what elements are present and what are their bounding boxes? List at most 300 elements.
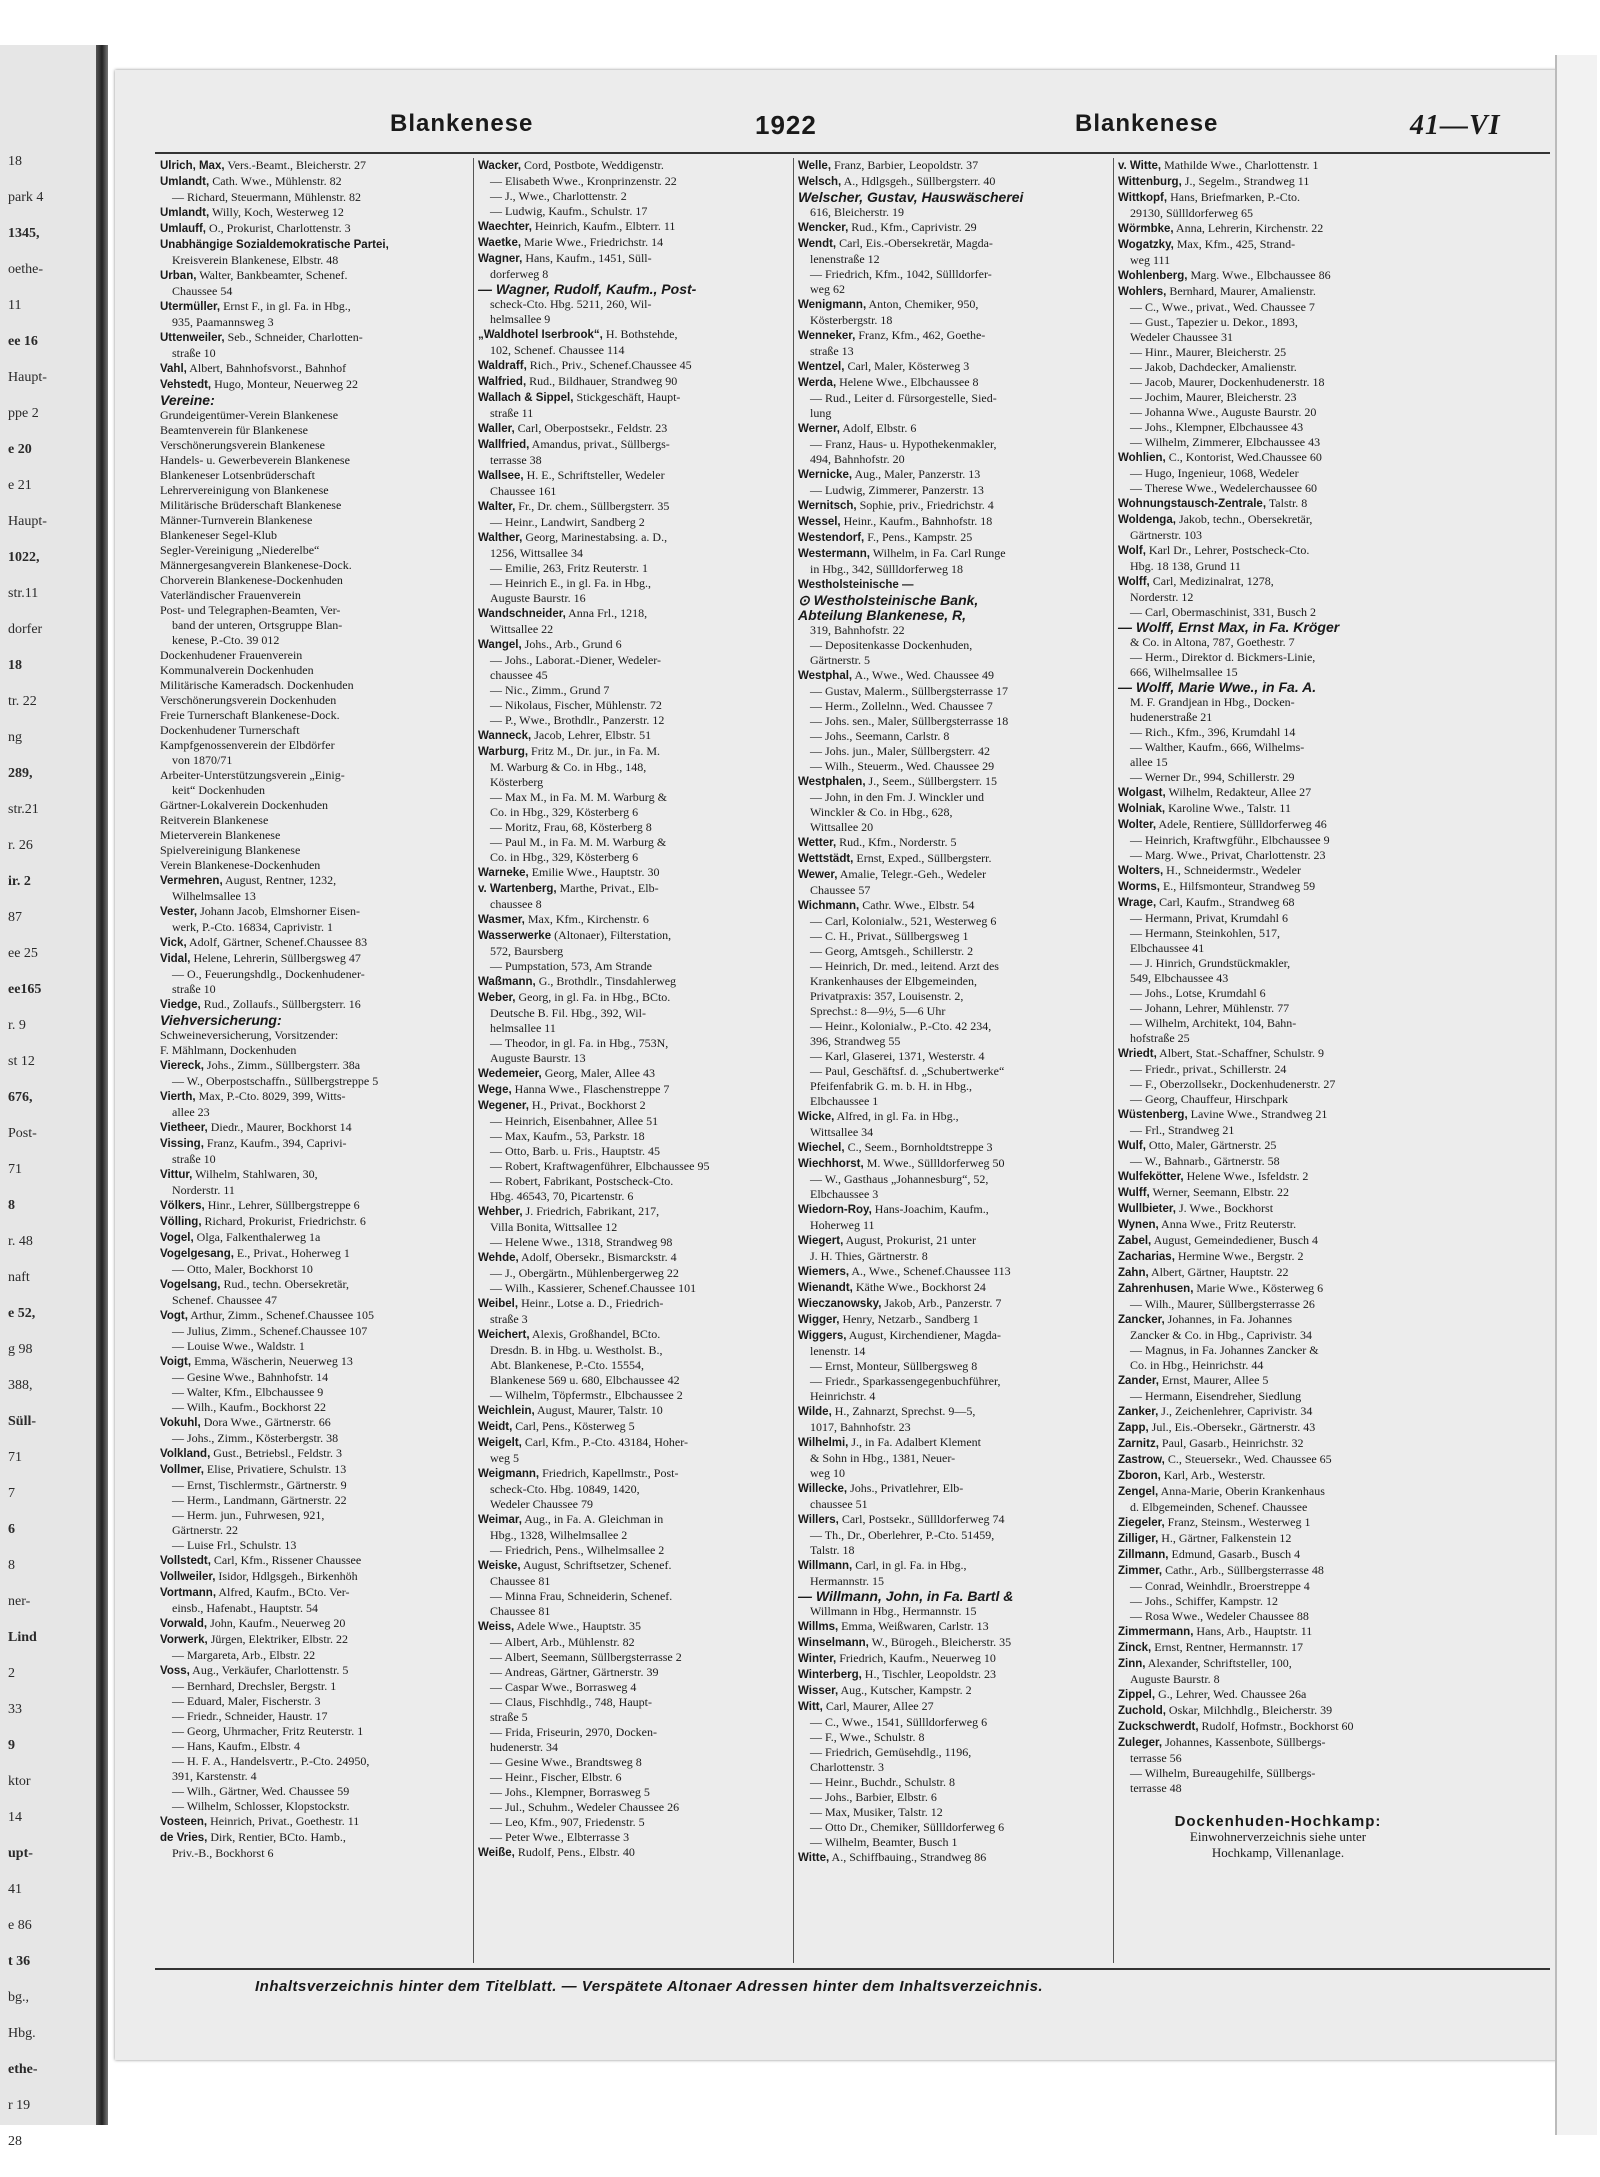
- directory-entry: Wisser, Aug., Kutscher, Kampstr. 2: [798, 1683, 972, 1697]
- directory-entry: Wilhelmi, J., in Fa. Adalbert Klement: [798, 1435, 982, 1449]
- directory-entry: Wentzel, Carl, Maler, Kösterweg 3: [798, 359, 970, 373]
- directory-entry: v. Wartenberg, Marthe, Privat., Elb-: [478, 881, 659, 895]
- adjacent-page-fragment: ee165: [8, 982, 42, 997]
- directory-entry: Co. in Hbg., 329, Kösterberg 6: [490, 850, 639, 864]
- directory-entry: — Johs., Laborat.-Diener, Wedeler-: [490, 653, 662, 667]
- directory-entry: 396, Strandweg 55: [810, 1034, 901, 1048]
- directory-entry: M. F. Grandjean in Hbg., Docken-: [1130, 695, 1295, 709]
- directory-entry: Wulf, Otto, Maler, Gärtnerstr. 25: [1118, 1138, 1277, 1152]
- directory-entry: Warburg, Fritz M., Dr. jur., in Fa. M.: [478, 744, 661, 758]
- directory-entry: — Friedr., privat., Schillerstr. 24: [1130, 1062, 1287, 1076]
- directory-entry: Deutsche B. Fil. Hbg., 392, Wil-: [490, 1006, 646, 1020]
- directory-entry: — Ernst, Monteur, Süllbergsweg 8: [810, 1359, 978, 1373]
- directory-entry: straße 3: [490, 1312, 528, 1326]
- directory-entry: Wiemers, A., Wwe., Schenef.Chaussee 113: [798, 1264, 1011, 1278]
- directory-entry: Chaussee 57: [810, 883, 871, 897]
- directory-entry: — Wilhelm, Töpfermstr., Elbchaussee 2: [490, 1388, 683, 1402]
- directory-entry: — Wilhelm, Bureaugehilfe, Süllbergs-: [1130, 1766, 1316, 1780]
- directory-entry: chaussee 51: [810, 1497, 868, 1511]
- directory-entry: Chaussee 54: [172, 284, 233, 298]
- directory-entry: Vokuhl, Dora Wwe., Gärtnerstr. 66: [160, 1415, 331, 1429]
- directory-entry: Chaussee 81: [490, 1604, 551, 1618]
- adjacent-page-fragment: 71: [8, 1450, 22, 1465]
- directory-entry: Wendt, Carl, Eis.-Obersekretär, Magda-: [798, 236, 993, 250]
- directory-entry: Wieczanowsky, Jakob, Arb., Panzerstr. 7: [798, 1296, 1002, 1310]
- directory-entry: — Gustav, Malerm., Süllbergsterrasse 17: [810, 684, 1008, 698]
- directory-entry: F. Mählmann, Dockenhuden: [160, 1043, 297, 1057]
- directory-entry: Wittsallee 34: [810, 1125, 874, 1139]
- directory-entry: Zapp, Jul., Eis.-Obersekr., Gärtnerstr. 43: [1118, 1420, 1316, 1434]
- directory-entry: Wallfried, Amandus, privat., Süllbergs-: [478, 437, 670, 451]
- directory-entry: Abteilung Blankenese, R,: [798, 607, 967, 623]
- directory-entry: Weichlein, August, Maurer, Talstr. 10: [478, 1403, 663, 1417]
- directory-entry: 935, Paamannsweg 3: [172, 315, 274, 329]
- directory-entry: Wedeler Chaussee 31: [1130, 330, 1233, 344]
- directory-entry: Charlottenstr. 3: [810, 1760, 884, 1774]
- directory-entry: Wörmbke, Anna, Lehrerin, Kirchenstr. 22: [1118, 221, 1324, 235]
- directory-entry: — Emilie, 263, Fritz Reuterstr. 1: [490, 561, 648, 575]
- directory-entry: straße 10: [172, 982, 216, 996]
- adjacent-page-fragment: r. 26: [8, 838, 33, 853]
- adjacent-page-fragment: Hbg.: [8, 2026, 36, 2041]
- adjacent-page-fragment: st 12: [8, 1054, 35, 1069]
- directory-entry: Wetter, Rud., Kfm., Norderstr. 5: [798, 835, 957, 849]
- directory-entry: terrasse 38: [490, 453, 542, 467]
- directory-entry: — Walther, Kaufm., 666, Wilhelms-: [1130, 740, 1305, 754]
- directory-entry: Priv.-B., Bockhorst 6: [172, 1846, 274, 1860]
- book-spine: [96, 45, 108, 2125]
- directory-entry: Willmann, Carl, in gl. Fa. in Hbg.,: [798, 1558, 967, 1572]
- directory-entry: — Rich., Kfm., 396, Krumdahl 14: [1130, 725, 1296, 739]
- directory-entry: lenenstraße 12: [810, 252, 880, 266]
- directory-entry: Zuleger, Johannes, Kassenbote, Süllbergs-: [1118, 1735, 1326, 1749]
- adjacent-page-fragment: e 20: [8, 442, 32, 457]
- directory-entry: Witte, A., Schiffbauing., Strandweg 86: [798, 1850, 987, 1864]
- directory-entry: Hbg., 1328, Wilhelmsallee 2: [490, 1528, 628, 1542]
- adjacent-page-fragment: 28: [8, 2134, 22, 2149]
- directory-entry: Wynen, Anna Wwe., Fritz Reuterstr.: [1118, 1217, 1297, 1231]
- directory-entry: Vidal, Helene, Lehrerin, Süllbergsweg 47: [160, 951, 361, 965]
- directory-entry: scheck-Cto. Hbg. 5211, 260, Wil-: [490, 297, 652, 311]
- directory-entry: — Otto, Barb. u. Fris., Hauptstr. 45: [490, 1144, 660, 1158]
- directory-entry: Wiggers, August, Kirchendiener, Magda-: [798, 1328, 1001, 1342]
- directory-entry: 572, Baursberg: [490, 944, 564, 958]
- directory-entry: — Hans, Kaufm., Elbstr. 4: [172, 1739, 300, 1753]
- directory-entry: Zastrow, C., Steuersekr., Wed. Chaussee 65: [1118, 1452, 1332, 1466]
- directory-entry: Winterberg, H., Tischler, Leopoldstr. 23: [798, 1667, 996, 1681]
- directory-entry: Gärtnerstr. 103: [1130, 528, 1202, 542]
- directory-entry: — Gesine Wwe., Brandtsweg 8: [490, 1755, 642, 1769]
- directory-entry: Wernicke, Aug., Maler, Panzerstr. 13: [798, 467, 981, 481]
- directory-entry: — Ernst, Tischlermstr., Gärtnerstr. 9: [172, 1478, 347, 1492]
- directory-entry: Arbeiter-Unterstützungsverein „Einig-: [160, 768, 345, 782]
- directory-entry: — Wagner, Rudolf, Kaufm., Post-: [478, 281, 697, 297]
- directory-entry: — Richard, Steuermann, Mühlenstr. 82: [172, 190, 361, 204]
- directory-entry: Zuchold, Oskar, Milchhdlg., Bleicherstr. 39: [1118, 1703, 1333, 1717]
- directory-entry: Zboron, Karl, Arb., Westerstr.: [1118, 1468, 1266, 1482]
- directory-entry: Schenef. Chaussee 47: [172, 1293, 277, 1307]
- directory-entry: Sprechst.: 8—9½, 5—6 Uhr: [810, 1004, 946, 1018]
- directory-entry: — Ludwig, Kaufm., Schulstr. 17: [490, 204, 648, 218]
- directory-entry: — Minna Frau, Schneiderin, Schenef.: [490, 1589, 673, 1603]
- directory-entry: in Hbg., 342, Süllldorferweg 18: [810, 562, 963, 576]
- directory-entry: Vollweiler, Isidor, Hdlgsgeh., Birkenhöh: [160, 1569, 358, 1583]
- directory-entry: Weber, Georg, in gl. Fa. in Hbg., BCto.: [478, 990, 671, 1004]
- directory-entry: Wriedt, Albert, Stat.-Schaffner, Schulstr. 9: [1118, 1046, 1325, 1060]
- directory-entry: weg 62: [810, 282, 845, 296]
- directory-entry: Wolgast, Wilhelm, Redakteur, Allee 27: [1118, 785, 1312, 799]
- adjacent-page-fragment: e 86: [8, 1918, 32, 1933]
- directory-entry: — Werner Dr., 994, Schillerstr. 29: [1130, 770, 1295, 784]
- column-divider: [473, 158, 474, 1963]
- directory-entry: — Rosa Wwe., Wedeler Chaussee 88: [1130, 1609, 1309, 1623]
- adjacent-page-fragment: Haupt-: [8, 370, 47, 385]
- header-left-title: Blankenese: [390, 110, 534, 137]
- directory-entry: — Jochim, Maurer, Bleicherstr. 23: [1130, 390, 1297, 404]
- directory-entry: — Hinr., Maurer, Bleicherstr. 25: [1130, 345, 1287, 359]
- directory-entry: — Johs., Klempner, Borrasweg 5: [490, 1785, 650, 1799]
- directory-entry: — Hermann, Steinkohlen, 517,: [1130, 926, 1280, 940]
- directory-entry: Wencker, Rud., Kfm., Caprivistr. 29: [798, 220, 977, 234]
- directory-entry: Unabhängige Sozialdemokratische Partei,: [160, 239, 389, 251]
- directory-entry: 1256, Wittsallee 34: [490, 546, 583, 560]
- adjacent-page-fragment: 11: [8, 298, 22, 313]
- directory-entry: Wiegert, August, Prokurist, 21 unter: [798, 1233, 976, 1247]
- directory-entry: Willms, Emma, Weißwaren, Carlstr. 13: [798, 1619, 989, 1633]
- directory-entry: Auguste Baurstr. 8: [1130, 1672, 1220, 1686]
- directory-entry: Vogelgesang, E., Privat., Hoherweg 1: [160, 1246, 350, 1260]
- adjacent-page-fragment: 289,: [8, 766, 33, 781]
- directory-entry: Auguste Baurstr. 13: [490, 1051, 586, 1065]
- adjacent-page-fragment: ee 25: [8, 946, 38, 961]
- directory-entry: Wiedorn-Roy, Hans-Joachim, Kaufm.,: [798, 1202, 989, 1216]
- directory-entry: — F., Oberzollsekr., Dockenhudenerstr. 27: [1130, 1077, 1336, 1091]
- directory-entry: — Wilhelm, Architekt, 104, Bahn-: [1130, 1016, 1297, 1030]
- directory-entry: Willecke, Johs., Privatlehrer, Elb-: [798, 1481, 964, 1495]
- directory-entry: Post- und Telegraphen-Beamten, Ver-: [160, 603, 341, 617]
- directory-entry: Auguste Baurstr. 16: [490, 591, 586, 605]
- directory-entry: Kösterberg: [490, 775, 544, 789]
- directory-entry: Vogt, Arthur, Zimm., Schenef.Chaussee 105: [160, 1308, 375, 1322]
- directory-entry: Westphal, A., Wwe., Wed. Chaussee 49: [798, 668, 995, 682]
- adjacent-page-fragment: str.21: [8, 802, 39, 817]
- directory-entry: chaussee 45: [490, 668, 548, 682]
- directory-entry: Norderstr. 11: [172, 1183, 235, 1197]
- directory-column-1: [160, 158, 470, 1963]
- adjacent-page-fragment: bg.,: [8, 1990, 29, 2005]
- directory-entry: Norderstr. 12: [1130, 590, 1194, 604]
- adjacent-page-fragment: 6: [8, 1522, 15, 1537]
- adjacent-page-fragment: 9: [8, 1738, 15, 1753]
- directory-entry: — John, in den Fm. J. Winckler und: [810, 790, 984, 804]
- directory-entry: — Hermann, Privat, Krumdahl 6: [1130, 911, 1288, 925]
- directory-entry: Verschönerungsverein Dockenhuden: [160, 693, 337, 707]
- directory-entry: — Pumpstation, 573, Am Strande: [490, 959, 652, 973]
- directory-entry: — Johs., Klempner, Elbchaussee 43: [1130, 420, 1304, 434]
- directory-entry: Wiechel, C., Seem., Bornholdtstreppe 3: [798, 1140, 993, 1154]
- directory-entry: Waechter, Heinrich, Kaufm., Elbterr. 11: [478, 219, 676, 233]
- directory-entry: 102, Schenef. Chaussee 114: [490, 343, 625, 357]
- directory-entry: hudenerstr. 34: [490, 1740, 558, 1754]
- directory-entry: Völkers, Hinr., Lehrer, Süllbergstreppe 6: [160, 1198, 360, 1212]
- adjacent-page-fragment: 8: [8, 1558, 15, 1573]
- adjacent-page-fragment: r. 48: [8, 1234, 33, 1249]
- directory-entry: Winckler & Co. in Hbg., 628,: [810, 805, 953, 819]
- directory-entry: Wilde, H., Zahnarzt, Sprechst. 9—5,: [798, 1404, 976, 1418]
- note-title: Dockenhuden-Hochkamp:: [1174, 1813, 1382, 1830]
- directory-entry: werk, P.-Cto. 16834, Caprivistr. 1: [172, 920, 333, 934]
- directory-entry: Wittsallee 22: [490, 622, 554, 636]
- directory-entry: band der unteren, Ortsgruppe Blan-: [172, 618, 343, 632]
- directory-entry: Waller, Carl, Oberpostsekr., Feldstr. 23: [478, 421, 668, 435]
- directory-entry: Wangel, Johs., Arb., Grund 6: [478, 637, 622, 651]
- adjacent-page-fragment: Post-: [8, 1126, 37, 1141]
- directory-entry: Wogatzky, Max, Kfm., 425, Strand-: [1118, 237, 1296, 251]
- directory-entry: — Caspar Wwe., Borrasweg 4: [490, 1680, 637, 1694]
- directory-entry: Zillmann, Edmund, Gasarb., Busch 4: [1118, 1547, 1301, 1561]
- directory-entry: — Wilhelm, Schlosser, Klopstockstr.: [172, 1799, 350, 1813]
- directory-entry: — Friedr., Sparkassengegenbuchführer,: [810, 1374, 1001, 1388]
- directory-entry: Zabel, August, Gemeindediener, Busch 4: [1118, 1233, 1319, 1247]
- directory-entry: Wohlien, C., Kontorist, Wed.Chaussee 60: [1118, 450, 1322, 464]
- directory-entry: Abt. Blankenese, P.-Cto. 15554,: [490, 1358, 644, 1372]
- directory-entry: 29130, Süllldorferweg 65: [1130, 206, 1253, 220]
- directory-entry: Umlauff, O., Prokurist, Charlottenstr. 3: [160, 221, 351, 235]
- directory-entry: — Conrad, Weinhdlr., Broerstreppe 4: [1130, 1579, 1310, 1593]
- directory-entry: Schweineversicherung, Vorsitzender:: [160, 1028, 339, 1042]
- directory-entry: Elbchaussee 1: [810, 1094, 879, 1108]
- adjacent-page-fragment: park 4: [8, 190, 44, 205]
- directory-entry: Völling, Richard, Prokurist, Friedrichstr. 6: [160, 1214, 366, 1228]
- directory-entry: helmsallee 11: [490, 1021, 556, 1035]
- directory-entry: Kösterbergstr. 18: [810, 313, 893, 327]
- adjacent-page-fragment: t 36: [8, 1954, 31, 1969]
- adjacent-page-fragment: 1022,: [8, 550, 40, 565]
- directory-entry: Zuckschwerdt, Rudolf, Hofmstr., Bockhorst 60: [1118, 1719, 1354, 1733]
- directory-entry: Lehrervereinigung von Blankenese: [160, 483, 329, 497]
- directory-entry: Wehber, J. Friedrich, Fabrikant, 217,: [478, 1204, 660, 1218]
- column-divider: [1113, 158, 1114, 1963]
- directory-entry: — Heinrich, Dr. med., leitend. Arzt des: [810, 959, 999, 973]
- directory-entry: — W., Oberpostschaffn., Süllbergstreppe 5: [172, 1074, 379, 1088]
- directory-entry: — Wilh., Kassierer, Schenef.Chaussee 101: [490, 1281, 697, 1295]
- directory-entry: Wittkopf, Hans, Briefmarken, P.-Cto.: [1118, 190, 1301, 204]
- directory-entry: Wolff, Carl, Medizinalrat, 1278,: [1118, 574, 1274, 588]
- directory-entry: Reitverein Blankenese: [160, 813, 269, 827]
- directory-entry: — Friedrich, Pens., Wilhelmsallee 2: [490, 1543, 665, 1557]
- directory-entry: Vorwald, John, Kaufm., Neuerweg 20: [160, 1616, 346, 1630]
- directory-entry: — C., Wwe., 1541, Süllldorferweg 6: [810, 1715, 988, 1729]
- directory-entry: 494, Bahnhofstr. 20: [810, 452, 905, 466]
- directory-entry: Segler-Vereinigung „Niederelbe“: [160, 543, 320, 557]
- adjacent-page-fragment: ir. 2: [8, 874, 31, 889]
- directory-entry: — Georg, Uhrmacher, Fritz Reuterstr. 1: [172, 1724, 364, 1738]
- directory-entry: — Johs., Schiffer, Kampstr. 12: [1130, 1594, 1278, 1608]
- directory-entry: — Herm. jun., Fuhrwesen, 921,: [172, 1508, 325, 1522]
- directory-entry: — Paul, Geschäftsf. d. „Schubertwerke“: [810, 1064, 1005, 1078]
- directory-entry: ⊙ Westholsteinische Bank,: [798, 592, 979, 608]
- directory-entry: — Wilh., Kaufm., Bockhorst 22: [172, 1400, 326, 1414]
- directory-entry: Hoherweg 11: [810, 1218, 875, 1232]
- directory-entry: Wewer, Amalie, Telegr.-Geh., Wedeler: [798, 867, 987, 881]
- directory-entry: Wallach & Sippel, Stickgeschäft, Haupt-: [478, 390, 681, 404]
- directory-entry: Westendorf, F., Pens., Kampstr. 25: [798, 530, 973, 544]
- directory-column-4: [1118, 158, 1438, 1963]
- adjacent-page-fragment: 71: [8, 1162, 22, 1177]
- directory-entry: Zimmer, Cathr., Arb., Süllbergsterrasse 48: [1118, 1563, 1324, 1577]
- directory-entry: Wernitsch, Sophie, priv., Friedrichstr. 4: [798, 498, 994, 512]
- directory-entry: weg 5: [490, 1451, 519, 1465]
- directory-entry: Zimmermann, Hans, Arb., Hauptstr. 11: [1118, 1624, 1313, 1638]
- adjacent-page-fragment: 7: [8, 1486, 15, 1501]
- directory-entry: terrasse 56: [1130, 1751, 1182, 1765]
- directory-entry: Verschönerungsverein Blankenese: [160, 438, 325, 452]
- directory-entry: Wigger, Henry, Netzarb., Sandberg 1: [798, 1312, 979, 1326]
- directory-entry: — Heinr., Landwirt, Sandberg 2: [490, 515, 645, 529]
- directory-entry: weg 111: [1130, 253, 1171, 267]
- directory-entry: Weiske, August, Schriftsetzer, Schenef.: [478, 1558, 672, 1572]
- directory-entry: Elbchaussee 41: [1130, 941, 1205, 955]
- directory-entry: Heinrichstr. 4: [810, 1389, 876, 1403]
- adjacent-page-fragment: 14: [8, 1810, 22, 1825]
- adjacent-page-fragment: 18: [8, 658, 22, 673]
- directory-entry: — Theodor, in gl. Fa. in Hbg., 753N,: [490, 1036, 669, 1050]
- directory-entry: Vogelsang, Rud., techn. Obersekretär,: [160, 1277, 349, 1291]
- directory-entry: lung: [810, 406, 832, 420]
- adjacent-page-fragment: e 52,: [8, 1306, 36, 1321]
- directory-entry: helmsallee 9: [490, 312, 551, 326]
- directory-entry: de Vries, Dirk, Rentier, BCto. Hamb.,: [160, 1830, 346, 1844]
- directory-entry: Mieterverein Blankenese: [160, 828, 281, 842]
- directory-entry: Männer-Turnverein Blankenese: [160, 513, 313, 527]
- directory-entry: Viehversicherung:: [160, 1012, 282, 1028]
- directory-entry: Dresdn. B. in Hbg. u. Westholst. B.,: [490, 1343, 663, 1357]
- directory-entry: Vaterländischer Frauenverein: [160, 588, 301, 602]
- directory-entry: — Willmann, John, in Fa. Bartl &: [798, 1588, 1014, 1604]
- adjacent-page-fragment: ng: [8, 730, 22, 745]
- directory-entry: — J. Hinrich, Grundstückmakler,: [1130, 956, 1291, 970]
- directory-entry: Gärtner-Lokalverein Dockenhuden: [160, 798, 329, 812]
- directory-entry: — Georg, Amtsgeh., Schillerstr. 2: [810, 944, 974, 958]
- directory-entry: — Claus, Fischhdlg., 748, Haupt-: [490, 1695, 652, 1709]
- adjacent-page-fragment: Haupt-: [8, 514, 47, 529]
- directory-entry: Zahn, Albert, Gärtner, Hauptstr. 22: [1118, 1265, 1289, 1279]
- directory-entry: — Albert, Seemann, Süllbergsterrasse 2: [490, 1650, 682, 1664]
- directory-entry: Villa Bonita, Wittsallee 12: [490, 1220, 618, 1234]
- directory-entry: Weibel, Heinr., Lotse a. D., Friedrich-: [478, 1296, 664, 1310]
- directory-entry: — Wolff, Ernst Max, in Fa. Kröger: [1118, 619, 1340, 635]
- directory-entry: 319, Bahnhofstr. 22: [810, 623, 905, 637]
- directory-entry: d. Elbgemeinden, Schenef. Chaussee: [1130, 1500, 1308, 1514]
- directory-entry: Wege, Hanna Wwe., Flaschenstreppe 7: [478, 1082, 670, 1096]
- directory-entry: — Heinrich, Eisenbahner, Allee 51: [490, 1114, 659, 1128]
- directory-entry: Waetke, Marie Wwe., Friedrichstr. 14: [478, 235, 664, 249]
- directory-entry: — Peter Wwe., Elbterrasse 3: [490, 1830, 630, 1844]
- directory-entry: Wohlers, Bernhard, Maurer, Amalienstr.: [1118, 284, 1316, 298]
- directory-entry: — Nikolaus, Fischer, Mühlenstr. 72: [490, 698, 662, 712]
- directory-entry: hudenerstraße 21: [1130, 710, 1213, 724]
- directory-entry: Winselmann, W., Bürogeh., Bleicherstr. 35: [798, 1635, 1012, 1649]
- directory-entry: Zancker & Co. in Hbg., Caprivistr. 34: [1130, 1328, 1312, 1342]
- directory-entry: — Nic., Zimm., Grund 7: [490, 683, 610, 697]
- directory-entry: Zinck, Ernst, Rentner, Hermannstr. 17: [1118, 1640, 1304, 1654]
- directory-entry: — Wilh., Maurer, Süllbergsterrasse 26: [1130, 1297, 1315, 1311]
- directory-entry: Weiss, Adele Wwe., Hauptstr. 35: [478, 1619, 641, 1633]
- directory-entry: Wasserwerke (Altonaer), Filterstation,: [478, 928, 672, 942]
- directory-entry: Willers, Carl, Postsekr., Süllldorferweg 74: [798, 1512, 1005, 1526]
- directory-entry: Ulrich, Max, Vers.-Beamt., Bleicherstr. 27: [160, 158, 366, 172]
- adjacent-page-fragment: Süll-: [8, 1414, 37, 1429]
- directory-entry: — P., Wwe., Brothdlr., Panzerstr. 12: [490, 713, 665, 727]
- directory-entry: Wacker, Cord, Postbote, Weddigenstr.: [478, 158, 664, 172]
- directory-entry: Willmann in Hbg., Hermannstr. 15: [810, 1604, 977, 1618]
- directory-entry: — Ludwig, Zimmerer, Panzerstr. 13: [810, 483, 984, 497]
- directory-entry: kenese, P.-Cto. 39 012: [172, 633, 280, 647]
- directory-entry: — Wilh., Gärtner, Wed. Chaussee 59: [172, 1784, 350, 1798]
- directory-entry: Wandschneider, Anna Frl., 1218,: [478, 606, 648, 620]
- adjacent-page-strip: [0, 45, 100, 2149]
- adjacent-page-fragment: ethe-: [8, 2062, 38, 2077]
- directory-entry: Viereck, Johs., Zimm., Süllbergsterr. 38a: [160, 1058, 361, 1072]
- directory-entry: — Jacob, Maurer, Dockenhudenerstr. 18: [1130, 375, 1325, 389]
- directory-entry: — Jakob, Dachdecker, Amalienstr.: [1130, 360, 1297, 374]
- directory-entry: — Johs., Seemann, Carlstr. 8: [810, 729, 950, 743]
- directory-entry: Vester, Johann Jacob, Elmshorner Eisen-: [160, 904, 361, 918]
- directory-entry: — Wolff, Marie Wwe., in Fa. A.: [1118, 679, 1317, 695]
- directory-entry: — Helene Wwe., 1318, Strandweg 98: [490, 1235, 673, 1249]
- directory-entry: Wilhelmsallee 13: [172, 889, 256, 903]
- directory-entry: — Bernhard, Drechsler, Bergstr. 1: [172, 1679, 337, 1693]
- directory-entry: Wolf, Karl Dr., Lehrer, Postscheck-Cto.: [1118, 543, 1310, 557]
- directory-entry: chaussee 8: [490, 897, 542, 911]
- note-line: Hochkamp, Villenanlage.: [1211, 1845, 1345, 1860]
- directory-entry: Wittsallee 20: [810, 820, 874, 834]
- directory-entry: Dockenhudener Turnerschaft: [160, 723, 300, 737]
- directory-entry: — Moritz, Frau, 68, Kösterberg 8: [490, 820, 652, 834]
- directory-entry: Militärische Kameradsch. Dockenhuden: [160, 678, 354, 692]
- directory-entry: — Friedrich, Gemüsehdlg., 1196,: [810, 1745, 972, 1759]
- directory-entry: — Rud., Leiter d. Fürsorgestelle, Sied-: [810, 391, 997, 405]
- directory-entry: Vogel, Olga, Falkenthalerweg 1a: [160, 1230, 321, 1244]
- directory-entry: Wasmer, Max, Kfm., Kirchenstr. 6: [478, 912, 649, 926]
- directory-entry: straße 10: [172, 1152, 216, 1166]
- directory-entry: — W., Gasthaus „Johannesburg“, 52,: [810, 1172, 989, 1186]
- directory-entry: — Elisabeth Wwe., Kronprinzenstr. 22: [490, 174, 677, 188]
- directory-entry: Zander, Ernst, Maurer, Allee 5: [1118, 1373, 1269, 1387]
- directory-entry: straße 13: [810, 344, 854, 358]
- directory-entry: — Karl, Glaserei, 1371, Westerstr. 4: [810, 1049, 985, 1063]
- adjacent-page-fragment: str.11: [8, 586, 39, 601]
- directory-entry: — Heinrich E., in gl. Fa. in Hbg.,: [490, 576, 651, 590]
- directory-entry: Vick, Adolf, Gärtner, Schenef.Chaussee 83: [160, 935, 368, 949]
- directory-entry: Weiße, Rudolf, Pens., Elbstr. 40: [478, 1845, 635, 1859]
- directory-entry: Welscher, Gustav, Hauswäscherei: [798, 189, 1024, 205]
- directory-entry: Wolters, H., Schneidermstr., Wedeler: [1118, 863, 1301, 877]
- directory-entry: straße 11: [490, 406, 534, 420]
- directory-entry: — Wilhelm, Beamter, Busch 1: [810, 1835, 958, 1849]
- directory-entry: Hbg. 46543, 70, Picartenstr. 6: [490, 1189, 634, 1203]
- directory-entry: M. Warburg & Co. in Hbg., 148,: [490, 760, 647, 774]
- directory-entry: — Margareta, Arb., Elbstr. 22: [172, 1648, 316, 1662]
- directory-entry: Weimar, Aug., in Fa. A. Gleichman in: [478, 1512, 664, 1526]
- directory-entry: Zancker, Johannes, in Fa. Johannes: [1118, 1312, 1292, 1326]
- directory-entry: — Max M., in Fa. M. M. Warburg &: [490, 790, 667, 804]
- directory-entry: Utermüller, Ernst F., in gl. Fa. in Hbg.,: [160, 299, 351, 313]
- directory-entry: — Carl, Kolonialw., 521, Westerweg 6: [810, 914, 997, 928]
- directory-entry: Westermann, Wilhelm, in Fa. Carl Runge: [798, 546, 1006, 560]
- directory-entry: Wolniak, Karoline Wwe., Talstr. 11: [1118, 801, 1291, 815]
- directory-entry: Wagner, Hans, Kaufm., 1451, Süll-: [478, 251, 652, 265]
